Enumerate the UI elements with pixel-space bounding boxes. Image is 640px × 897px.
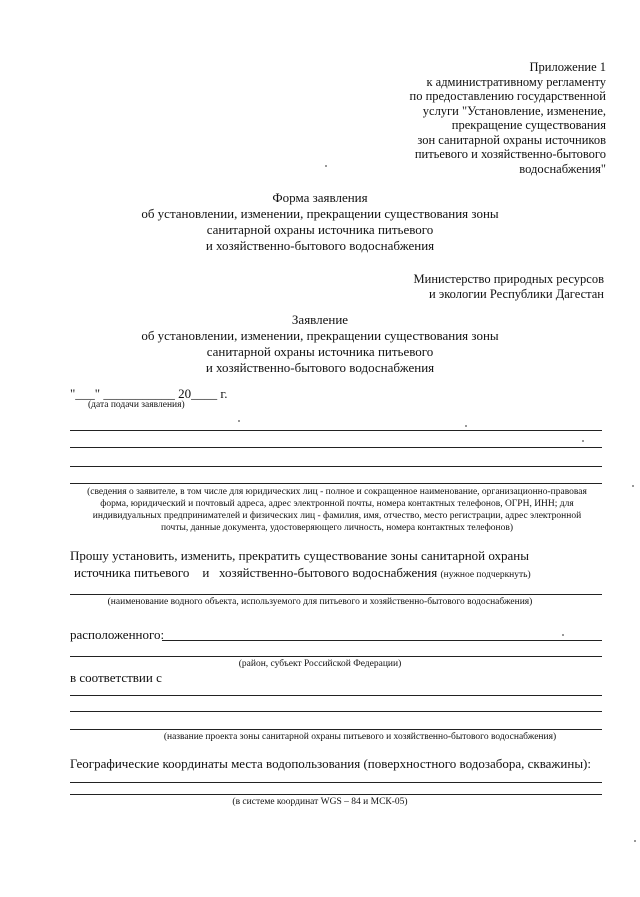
applicant-info-line[interactable] (70, 466, 602, 467)
water-object-caption: (наименование водного объекта, используемого для питьевого и хозяйственно-бытового водоснабжения) (107, 597, 533, 607)
ministry-addressee (344, 272, 604, 302)
coordinates-label: Географические координаты места водопользования (поверхностного водозабора, скважины): (70, 756, 592, 771)
appendix-line: водоснабжения" (519, 161, 606, 176)
applicant-caption-line: (сведения о заявителе, в том числе для юридических лиц - полное и сокращенное наименование, организационно-правовая (87, 487, 587, 497)
ministry-line: и экологии Республики Дагестан (429, 287, 604, 301)
appendix-line: Приложение 1 (529, 60, 606, 74)
scan-speck (465, 425, 467, 427)
coordinates-caption: (в системе координат WGS – 84 и МСК-05) (232, 797, 408, 807)
applicant-info-line[interactable] (70, 483, 602, 484)
request-line-2-text: источника питьевого и хозяйственно-бытового водоснабжения (74, 565, 438, 580)
scan-speck (238, 420, 240, 422)
request-choice-note: (нужное подчеркнуть) (440, 570, 531, 580)
form-title-line: санитарной охраны источника питьевого (206, 222, 434, 237)
statement-title-line: об установлении, изменении, прекращении существования зоны (141, 328, 499, 343)
form-title (0, 190, 640, 254)
applicant-info-line[interactable] (70, 430, 602, 431)
statement-title-line: и хозяйственно-бытового водоснабжения (205, 360, 435, 375)
applicant-info-caption (72, 486, 602, 534)
appendix-header (346, 60, 606, 176)
applicant-info-line[interactable] (70, 447, 602, 448)
request-line-1: Прошу установить, изменить, прекратить существование зоны санитарной охраны (70, 548, 529, 563)
statement-title-line: Заявление (291, 312, 349, 327)
location-line[interactable] (162, 640, 602, 641)
water-object-line[interactable] (70, 594, 602, 595)
scan-speck (562, 634, 564, 636)
form-title-line: об установлении, изменении, прекращении существования зоны (141, 206, 499, 221)
applicant-caption-line: форма, юридический и почтовый адреса, адрес электронной почты, номера контактных телефонов, ОГРН, ИНН; для (100, 499, 574, 509)
applicant-caption-line: почты, данные документа, удостоверяющего личность, номера контактных телефонов) (160, 523, 514, 533)
form-title-line: Форма заявления (272, 190, 368, 205)
submission-date-field[interactable]: "___" ___________ 20____ г. (70, 386, 228, 401)
appendix-line: прекращение существования (451, 118, 606, 132)
scan-speck (325, 165, 327, 167)
applicant-caption-line: индивидуальных предпринимателей и физических лиц - фамилия, имя, отчество, место регистрации, адрес электронной (92, 511, 582, 521)
ministry-line: Министерство природных ресурсов (413, 272, 604, 286)
submission-date-caption: (дата подачи заявления) (88, 400, 185, 410)
accordance-label: в соответствии с (70, 670, 162, 685)
location-caption: (район, субъект Российской Федерации) (238, 659, 402, 669)
coordinates-line[interactable] (70, 782, 602, 783)
appendix-line: питьевого и хозяйственно-бытового (414, 147, 606, 161)
appendix-line: к административному регламенту (426, 74, 606, 89)
accordance-line[interactable] (70, 729, 602, 730)
appendix-line: услуги "Установление, изменение, (422, 103, 606, 118)
scan-speck (582, 440, 584, 442)
accordance-line[interactable] (70, 711, 602, 712)
scan-speck (634, 840, 636, 842)
statement-title-line: санитарной охраны источника питьевого (206, 344, 434, 359)
location-label: расположенного: (70, 627, 165, 642)
appendix-line: по предоставлению государственной (409, 89, 606, 103)
location-line[interactable] (70, 656, 602, 657)
accordance-line[interactable] (70, 695, 602, 696)
statement-title (0, 312, 640, 376)
appendix-line: зон санитарной охраны источников (417, 132, 606, 147)
scan-speck (632, 485, 634, 487)
accordance-caption: (название проекта зоны санитарной охраны питьевого и хозяйственно-бытового водоснабжения) (163, 732, 557, 742)
coordinates-line[interactable] (70, 794, 602, 795)
form-title-line: и хозяйственно-бытового водоснабжения (205, 238, 435, 253)
request-line-2 (74, 565, 531, 582)
